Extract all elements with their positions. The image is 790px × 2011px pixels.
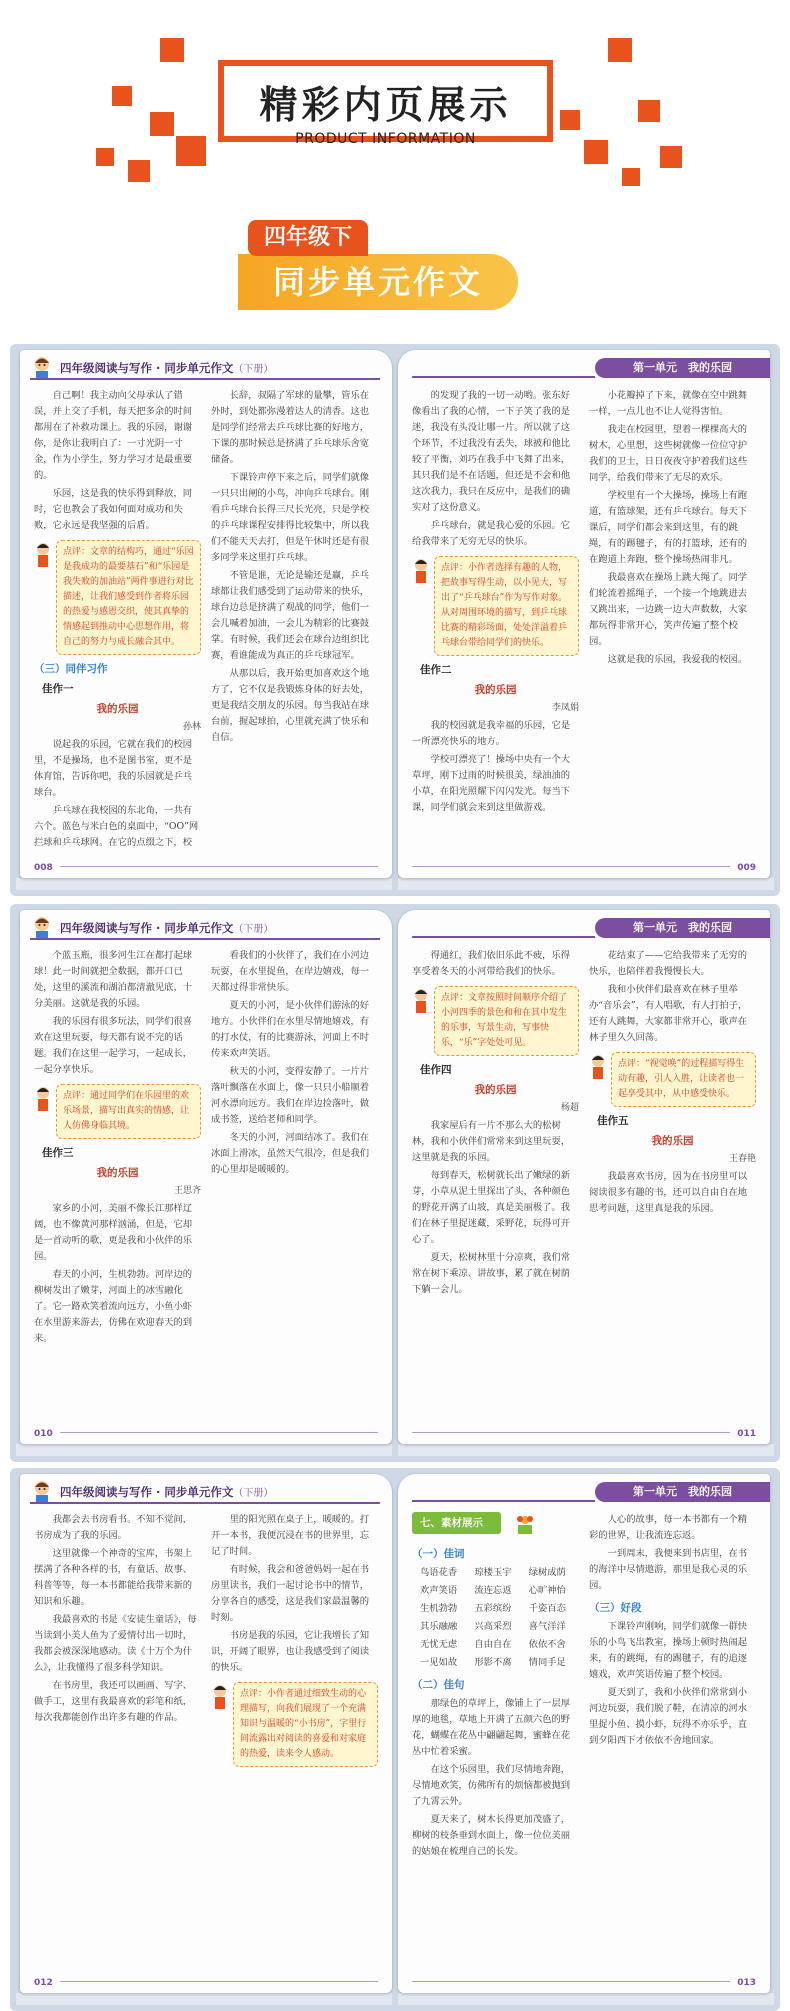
text-column [589, 1512, 756, 1967]
comment-box [434, 556, 579, 656]
word-item: 喜气洋洋 [528, 1621, 566, 1632]
deco-square [150, 112, 174, 136]
deco-square [176, 136, 206, 166]
comment-box [434, 986, 579, 1056]
section-heading: （三）同伴习作 [34, 663, 108, 675]
deco-square [584, 140, 608, 164]
unit-banner: 同步单元作文 [238, 254, 518, 310]
kid-mascot-icon [211, 1683, 230, 1711]
deco-square [622, 168, 640, 186]
text-column [589, 948, 756, 1418]
volume-label: （下册） [233, 1488, 274, 1499]
paragraph: 得通红，我们依旧乐此不疲，乐得享受着冬天的小河带给我们的快乐。 [412, 950, 571, 977]
book-spread-1 [10, 344, 780, 896]
book-title: 四年级阅读与写作 · 同步单元作文 [60, 921, 234, 935]
deco-square [128, 160, 150, 182]
running-head [30, 358, 380, 380]
page-number: 012 [34, 1978, 53, 1988]
word-item: 绿树成荫 [528, 1567, 566, 1578]
text-column [589, 388, 756, 852]
footer-rule [412, 866, 730, 867]
paragraph: 夏天的小河，是小伙伴们游泳的好地方。小伙伴们在水里尽情地嬉戏，有的打水仗，有的比赛游泳，河面上不时传来欢声笑语。 [211, 1000, 370, 1059]
unit-label: 第一单元 我的乐园 [595, 358, 770, 378]
paragraph: 的发现了我的一切一动哟。张东好像看出了我的心情，一下子笑了我的是迷，我没有头没让哪一片。所以就了这个环节，不过我没有丢失，球被和他比较了平衡，刘巧在我手中飞舞了出来，其只我们是不在话题，但还是不会和他这次我力，我只在反应中，是我们的确实对了这份意义。 [412, 390, 571, 513]
paragraph: 里的阳光照在桌子上，暖暖的。打开一本书，我便沉浸在书的世界里，忘记了时间。 [211, 1514, 370, 1557]
paragraph: 学校里有一个大操场，操场上有跑道，有篮球架，还有乒乓球台。每天下课后，同学们都会来到这里，有的跳绳，有的踢毽子，有的打篮球，还有的在跑道上奔跑，整个操场热闹非凡。 [589, 490, 748, 565]
running-head-rule [412, 376, 595, 378]
paragraph: 这里就像一个神奇的宝库，书架上摆满了各种各样的书，有童话、故事、科普等等，每一本书都能给我带来新的知识和乐趣。 [34, 1548, 193, 1607]
paragraph: 下课铃声刚响，同学们就像一群快乐的小鸟飞出教室，操场上顿时热闹起来，有的跳绳，有的踢毽子，有的追逐嬉戏，欢声笑语传遍了整个校园。 [589, 1621, 748, 1680]
work-label: 佳作二 [420, 664, 452, 676]
paragraph: 我最喜欢书房，因为在书房里可以阅读很多有趣的书，还可以自由自在地思考问题，这里真是我的乐园。 [589, 1171, 748, 1214]
page-number: 013 [737, 1978, 756, 1988]
section-heading: （三）好段 [589, 1602, 642, 1614]
text-column [211, 1512, 378, 1967]
kid-mascot-icon [30, 1478, 54, 1502]
paragraph: 我的校园就是我幸福的乐园，它是一所漂亮快乐的地方。 [412, 720, 571, 747]
paragraph: 看我们的小伙伴了，我们在小河边玩耍，在水里捉鱼，在岸边嬉戏，每一天都过得非常快乐。 [211, 950, 370, 993]
word-item: 流连忘返 [474, 1585, 512, 1596]
text-column [34, 948, 201, 1418]
kid-mascot-icon [30, 914, 54, 938]
text-column [34, 1512, 201, 1967]
comment-text: 点评：文章按照时间顺序介绍了小河四季的景色和和在其中发生的乐事，写景生动，写事快乐，“乐”字处处可见。 [441, 993, 568, 1048]
paragraph: 这就是我的乐园，我爱我的校园。 [607, 654, 748, 665]
volume-label: （下册） [233, 924, 274, 935]
paragraph: 个蓝玉瓶，很多河生江在都打起球球！此一时间就把全数据，都开口已处，这里的溪流和湖泊都清澈见底，十分美丽。这就是我的乐园。 [34, 950, 193, 1009]
running-head [30, 918, 380, 940]
running-head-rule [412, 936, 595, 938]
paragraph: 我都会去书房看书。不知不觉间，书房成为了我的乐园。 [34, 1514, 193, 1541]
page-number: 009 [737, 863, 756, 873]
word-item: 一见如故 [420, 1657, 458, 1668]
essay-title: 我的乐园 [96, 703, 139, 715]
paragraph: 从那以后，我开始更加喜欢这个地方了，它不仅是我锻炼身体的好去处，更是我结交朋友的乐园。每当我站在球台前，握起球拍，心里就充满了快乐和自信。 [211, 668, 370, 743]
text-column [412, 388, 579, 852]
word-item: 五彩缤纷 [474, 1603, 512, 1614]
left-page [20, 910, 392, 1444]
comment-box [56, 540, 201, 655]
material-heading: 七、素材展示 [412, 1512, 501, 1534]
page-number: 011 [737, 1429, 756, 1439]
page-number: 010 [34, 1429, 53, 1439]
left-page [20, 350, 392, 878]
text-column [211, 948, 378, 1418]
paragraph: 在书房里，我还可以画画、写字、做手工，这里有我最喜欢的彩笔和纸，每次我都能创作出许多有趣的作品。 [34, 1680, 193, 1723]
word-item: 无忧无虑 [420, 1639, 458, 1650]
kid-mascot-icon [412, 557, 431, 585]
unit-label: 第一单元 我的乐园 [595, 918, 770, 938]
page-edges [398, 1444, 774, 1456]
book-title: 四年级阅读与写作 · 同步单元作文 [60, 1485, 234, 1499]
work-label: 佳作三 [42, 1147, 74, 1159]
work-label: 佳作四 [420, 1064, 452, 1076]
paragraph: 我走在校园里，望着一棵棵高大的树木，心里想，这些树就像一位位守护我们的卫士，日日夜夜守护着我们这些同学，给我们带来了无尽的欢乐。 [589, 424, 748, 483]
word-item: 琼楼玉宇 [474, 1567, 512, 1578]
page-edges [16, 1444, 392, 1456]
page-edges [16, 878, 392, 890]
running-head-rule [412, 1500, 595, 1502]
paragraph: 说起我的乐园，它就在我们的校园里，不是操场，也不是图书室，更不是体育馆，告诉你吧，我的乐园就是乒乓球台。 [34, 739, 193, 798]
word-item: 欢声笑语 [420, 1585, 458, 1596]
paragraph: 不管是谁，无论是输还是赢，乒乓球都让我们感受到了运动带来的快乐，球台边总是挤满了观战的同学，他们一会儿喊着加油，一会儿为精彩的比赛鼓掌。有时候，我们还会在球台边组织比赛，看谁能成为真正的乒乓球冠军。 [211, 570, 370, 661]
word-item: 兴高采烈 [474, 1621, 512, 1632]
kid-mascot-icon [30, 354, 54, 378]
paragraph: 我和小伙伴们最喜欢在林子里举办“音乐会”，有人唱歌，有人打拍子，还有人跳舞，大家都非常开心，歌声在林子里久久回荡。 [589, 984, 748, 1043]
book-title: 四年级阅读与写作 · 同步单元作文 [60, 361, 234, 375]
left-page [20, 1474, 392, 1993]
right-page [398, 350, 770, 878]
paragraph: 乒乓球台，就是我心爱的乐园。它给我带来了无穷无尽的快乐。 [412, 520, 571, 547]
paragraph: 学校可漂亮了！操场中央有一个大草坪，刚下过雨的时候很美，绿油油的小草，在阳光照耀下闪闪发光。每当下课，同学们就会来到这里做游戏。 [412, 754, 571, 813]
unit-label: 第一单元 我的乐园 [595, 1482, 770, 1502]
page-edges [398, 1993, 774, 2005]
author-name: 孙林 [182, 722, 201, 732]
paragraph: 一到周末，我便来到书店里，在书的海洋中尽情遨游，那里是我心灵的乐园。 [589, 1548, 748, 1591]
comment-text: 点评：小作者通过细致生动的心理描写，向我们展现了一个充满知识与温暖的“小书房”，字里行间流露出对阅读的喜爱和对家庭的热爱，读来令人感动。 [240, 1689, 367, 1759]
comment-text: 点评：文章的结构巧，通过“乐园是我成功的最要基石”和“乐园是我失败的加油站”两件事进行对比描述，让我们感受到作者将乐园的热爱与感恩交织，使其真挚的情感起到推动中心思想作用，将自己的努力与成长融合其中。 [63, 547, 194, 647]
page-title: 精彩内页展示 [259, 83, 512, 127]
footer-rule [412, 1981, 730, 1982]
paragraph: 那绿色的草坪上，像铺上了一层厚厚的地毯，草地上开满了五颜六色的野花，蝴蝶在花丛中翩翩起舞，蜜蜂在花丛中忙着采蜜。 [412, 1698, 571, 1757]
paragraph: 小花瓣掉了下来，就像在空中跳舞一样，一点儿也不让人觉得害怕。 [589, 390, 748, 417]
text-column [412, 1512, 579, 1967]
grade-badge: 四年级下 [248, 220, 368, 256]
book-spread-3 [10, 1468, 780, 2011]
paragraph: 下课铃声停下来之后，同学们就像一只只出闸的小鸟，冲向乒乓球台。刚看乒乓球台长得三尺长光亮，只是学校的乒乓球课程安排得比较集中，所以我们不能天天去打，但是午休时还是有很多同学来这里打乒乓球。 [211, 472, 370, 563]
essay-title: 我的乐园 [96, 1167, 139, 1179]
deco-square [660, 146, 682, 168]
volume-label: （下册） [233, 364, 274, 375]
kid-mascot-icon [34, 1085, 53, 1113]
word-item: 生机勃勃 [420, 1603, 458, 1614]
essay-title: 我的乐园 [474, 1084, 517, 1096]
deco-square [160, 38, 184, 62]
comment-text: 点评：“视觉唤”的过程描写得生动有趣，引人入胜，让读者也一起享受其中，从中感受快乐。 [618, 1059, 745, 1099]
section-heading: （一）佳词 [412, 1548, 465, 1560]
comment-text: 点评：通过同学们在乐园里的欢乐场景，描写出真实的情感，让人仿佛身临其境。 [63, 1091, 190, 1131]
paragraph: 夏天，松树林里十分凉爽，我们常常在树下乘凉、讲故事，累了就在树荫下躺一会儿。 [412, 1252, 571, 1295]
work-label: 佳作五 [597, 1115, 629, 1127]
paragraph: 我最喜欢的书是《安徒生童话》，每当读到小美人鱼为了爱情付出一切时，我都会被深深地感动。读《十万个为什么》，让我懂得了很多科学知识。 [34, 1614, 197, 1673]
paragraph: 夏天到了，我和小伙伴们常常到小河边玩耍，我们脱了鞋，在清凉的河水里捉小鱼、摸小虾，玩得不亦乐乎，直到夕阳西下才依依不舍地回家。 [589, 1687, 748, 1746]
footer-rule [60, 1981, 378, 1982]
author-name: 李凤娟 [551, 703, 579, 713]
kid-mascot-icon [589, 1053, 608, 1081]
paragraph: 在这个乐园里，我们尽情地奔跑，尽情地欢笑，仿佛所有的烦恼都被抛到了九霄云外。 [412, 1764, 571, 1807]
text-column [34, 388, 201, 852]
author-name: 杨超 [560, 1103, 579, 1113]
paragraph: 花结束了——它给我带来了无穷的快乐，也陪伴着我慢慢长大。 [589, 950, 748, 977]
word-item: 其乐融融 [420, 1621, 458, 1632]
paragraph: 冬天的小河，河面结冰了。我们在冰面上滑冰，虽然天气很冷，但是我们的心里却是暖暖的。 [211, 1132, 370, 1175]
paragraph: 长辞，叔隔了军球的量攀，管乐在外时，到处都弥漫着达人的清香。这也是同学们经常去乒乓球比赛的好地方，下课的那时候总是挤满了乒乓球乐舍宽储备。 [211, 390, 370, 465]
flower-pot-icon [512, 1513, 538, 1535]
paragraph: 乐园，这是我的快乐得到释放，同时，它也教会了我如何面对成功和失败，它永远是我坚强的后盾。 [34, 488, 193, 531]
product-header [0, 0, 790, 210]
deco-square [112, 86, 132, 106]
word-item: 自由自在 [474, 1639, 512, 1650]
paragraph: 我的乐园有很多玩法，同学们很喜欢在这里玩耍，每天都有说不完的话题。我们在这里一起学习，一起成长，一起分享快乐。 [34, 1016, 193, 1075]
deco-square [96, 148, 114, 166]
paragraph: 我家屋后有一片不那么大的松树林，我和小伙伴们常常来到这里玩耍，这里就是我的乐园。 [412, 1120, 571, 1163]
page-number: 008 [34, 863, 53, 873]
comment-box [56, 1084, 201, 1139]
paragraph: 春天的小河，生机勃勃。河岸边的柳树发出了嫩芽，河面上的冰雪融化了。它一路欢笑着流向远方，小鱼小虾在水里游来游去，仿佛在欢迎春天的到来。 [34, 1269, 193, 1344]
footer-rule [60, 1432, 378, 1433]
book-spread-2 [10, 904, 780, 1462]
paragraph: 人心的故事，每一本书都有一个精彩的世界，让我流连忘返。 [589, 1514, 748, 1541]
paragraph: 秋天的小河，变得安静了。一片片落叶飘落在水面上，像一只只小船顺着河水漂向远方。我们在岸边捡落叶，做成书签，送给老师和同学。 [211, 1066, 370, 1125]
deco-square [560, 110, 580, 130]
section-heading: （二）佳句 [412, 1679, 465, 1691]
author-name: 王思齐 [173, 1186, 201, 1196]
footer-rule [412, 1432, 730, 1433]
comment-box [611, 1052, 756, 1107]
page-edges [16, 1993, 392, 2005]
paragraph: 有时候，我会和爸爸妈妈一起在书房里读书，我们一起讨论书中的情节，分享各自的感受，这是我们家最温馨的时刻。 [211, 1564, 370, 1623]
word-item: 情同手足 [528, 1657, 566, 1668]
word-item: 千姿百态 [528, 1603, 566, 1614]
text-column [412, 948, 579, 1418]
author-name: 王春艳 [728, 1154, 756, 1164]
paragraph: 家乡的小河，美丽不像长江那样辽阔，也不像黄河那样汹涌，但是，它却是一首动听的歌，更是我和小伙伴的乐园。 [34, 1203, 193, 1262]
comment-box [233, 1682, 378, 1767]
word-item: 心旷神怡 [528, 1585, 566, 1596]
work-label: 佳作一 [42, 683, 74, 695]
paragraph: 每到春天，松树就长出了嫩绿的新芽，小草从泥土里探出了头，各种颜色的野花开满了山坡，真是美丽极了。我们在林子里捉迷藏，采野花，玩得可开心了。 [412, 1170, 571, 1245]
title-box [218, 60, 553, 147]
paragraph: 书房是我的乐园，它让我增长了知识，开阔了眼界，也让我感受到了阅读的快乐。 [211, 1630, 370, 1673]
right-page [398, 910, 770, 1444]
running-head [30, 1482, 380, 1504]
comment-text: 点评：小作者选择有趣的人物，把故事写得生动，以小见大，写出了“乒乓球台”作为写作对象。从对周围环境的描写，到乒乓球比赛的精彩场面，处处洋溢着乒乓球台带给同学们的快乐。 [441, 563, 568, 648]
right-page [398, 1474, 770, 1993]
word-item: 形影不离 [474, 1657, 512, 1668]
deco-square [608, 38, 632, 62]
text-column [211, 388, 378, 852]
word-item: 依依不舍 [528, 1639, 566, 1650]
paragraph: 自己啊！我主动向父母承认了错误，并上交了手机，每天把多余的时间都用在了补救功课上。我的乐园，谢谢你，是你让我明白了：一寸光阴一寸金，作为小学生，努力学习才是最重要的。 [34, 390, 193, 481]
kid-mascot-icon [34, 541, 53, 569]
word-list [420, 1565, 579, 1671]
page-subtitle: PRODUCT INFORMATION [295, 131, 476, 147]
essay-title: 我的乐园 [651, 1135, 694, 1147]
deco-square [638, 100, 660, 122]
paragraph: 我最喜欢在操场上跳大绳了。同学们轮流着摇绳子，一个接一个地跳进去又跳出来，一边跳一边大声数数，大家都玩得非常开心，笑声传遍了整个校园。 [589, 572, 748, 647]
paragraph: 夏天来了，树木长得更加茂盛了，柳树的枝条垂到水面上，像一位位美丽的姑娘在梳理自己的长发。 [412, 1814, 571, 1857]
paragraph: 乒乓球在我校园的东北角，一共有六个。蓝色与米白色的桌面中，“OO”网拦球和乒乓球网。在它的点缀之下，校 [34, 805, 199, 848]
word-item: 鸟语花香 [420, 1567, 458, 1578]
footer-rule [60, 866, 378, 867]
kid-mascot-icon [412, 987, 431, 1015]
page-edges [398, 878, 774, 890]
essay-title: 我的乐园 [474, 684, 517, 696]
